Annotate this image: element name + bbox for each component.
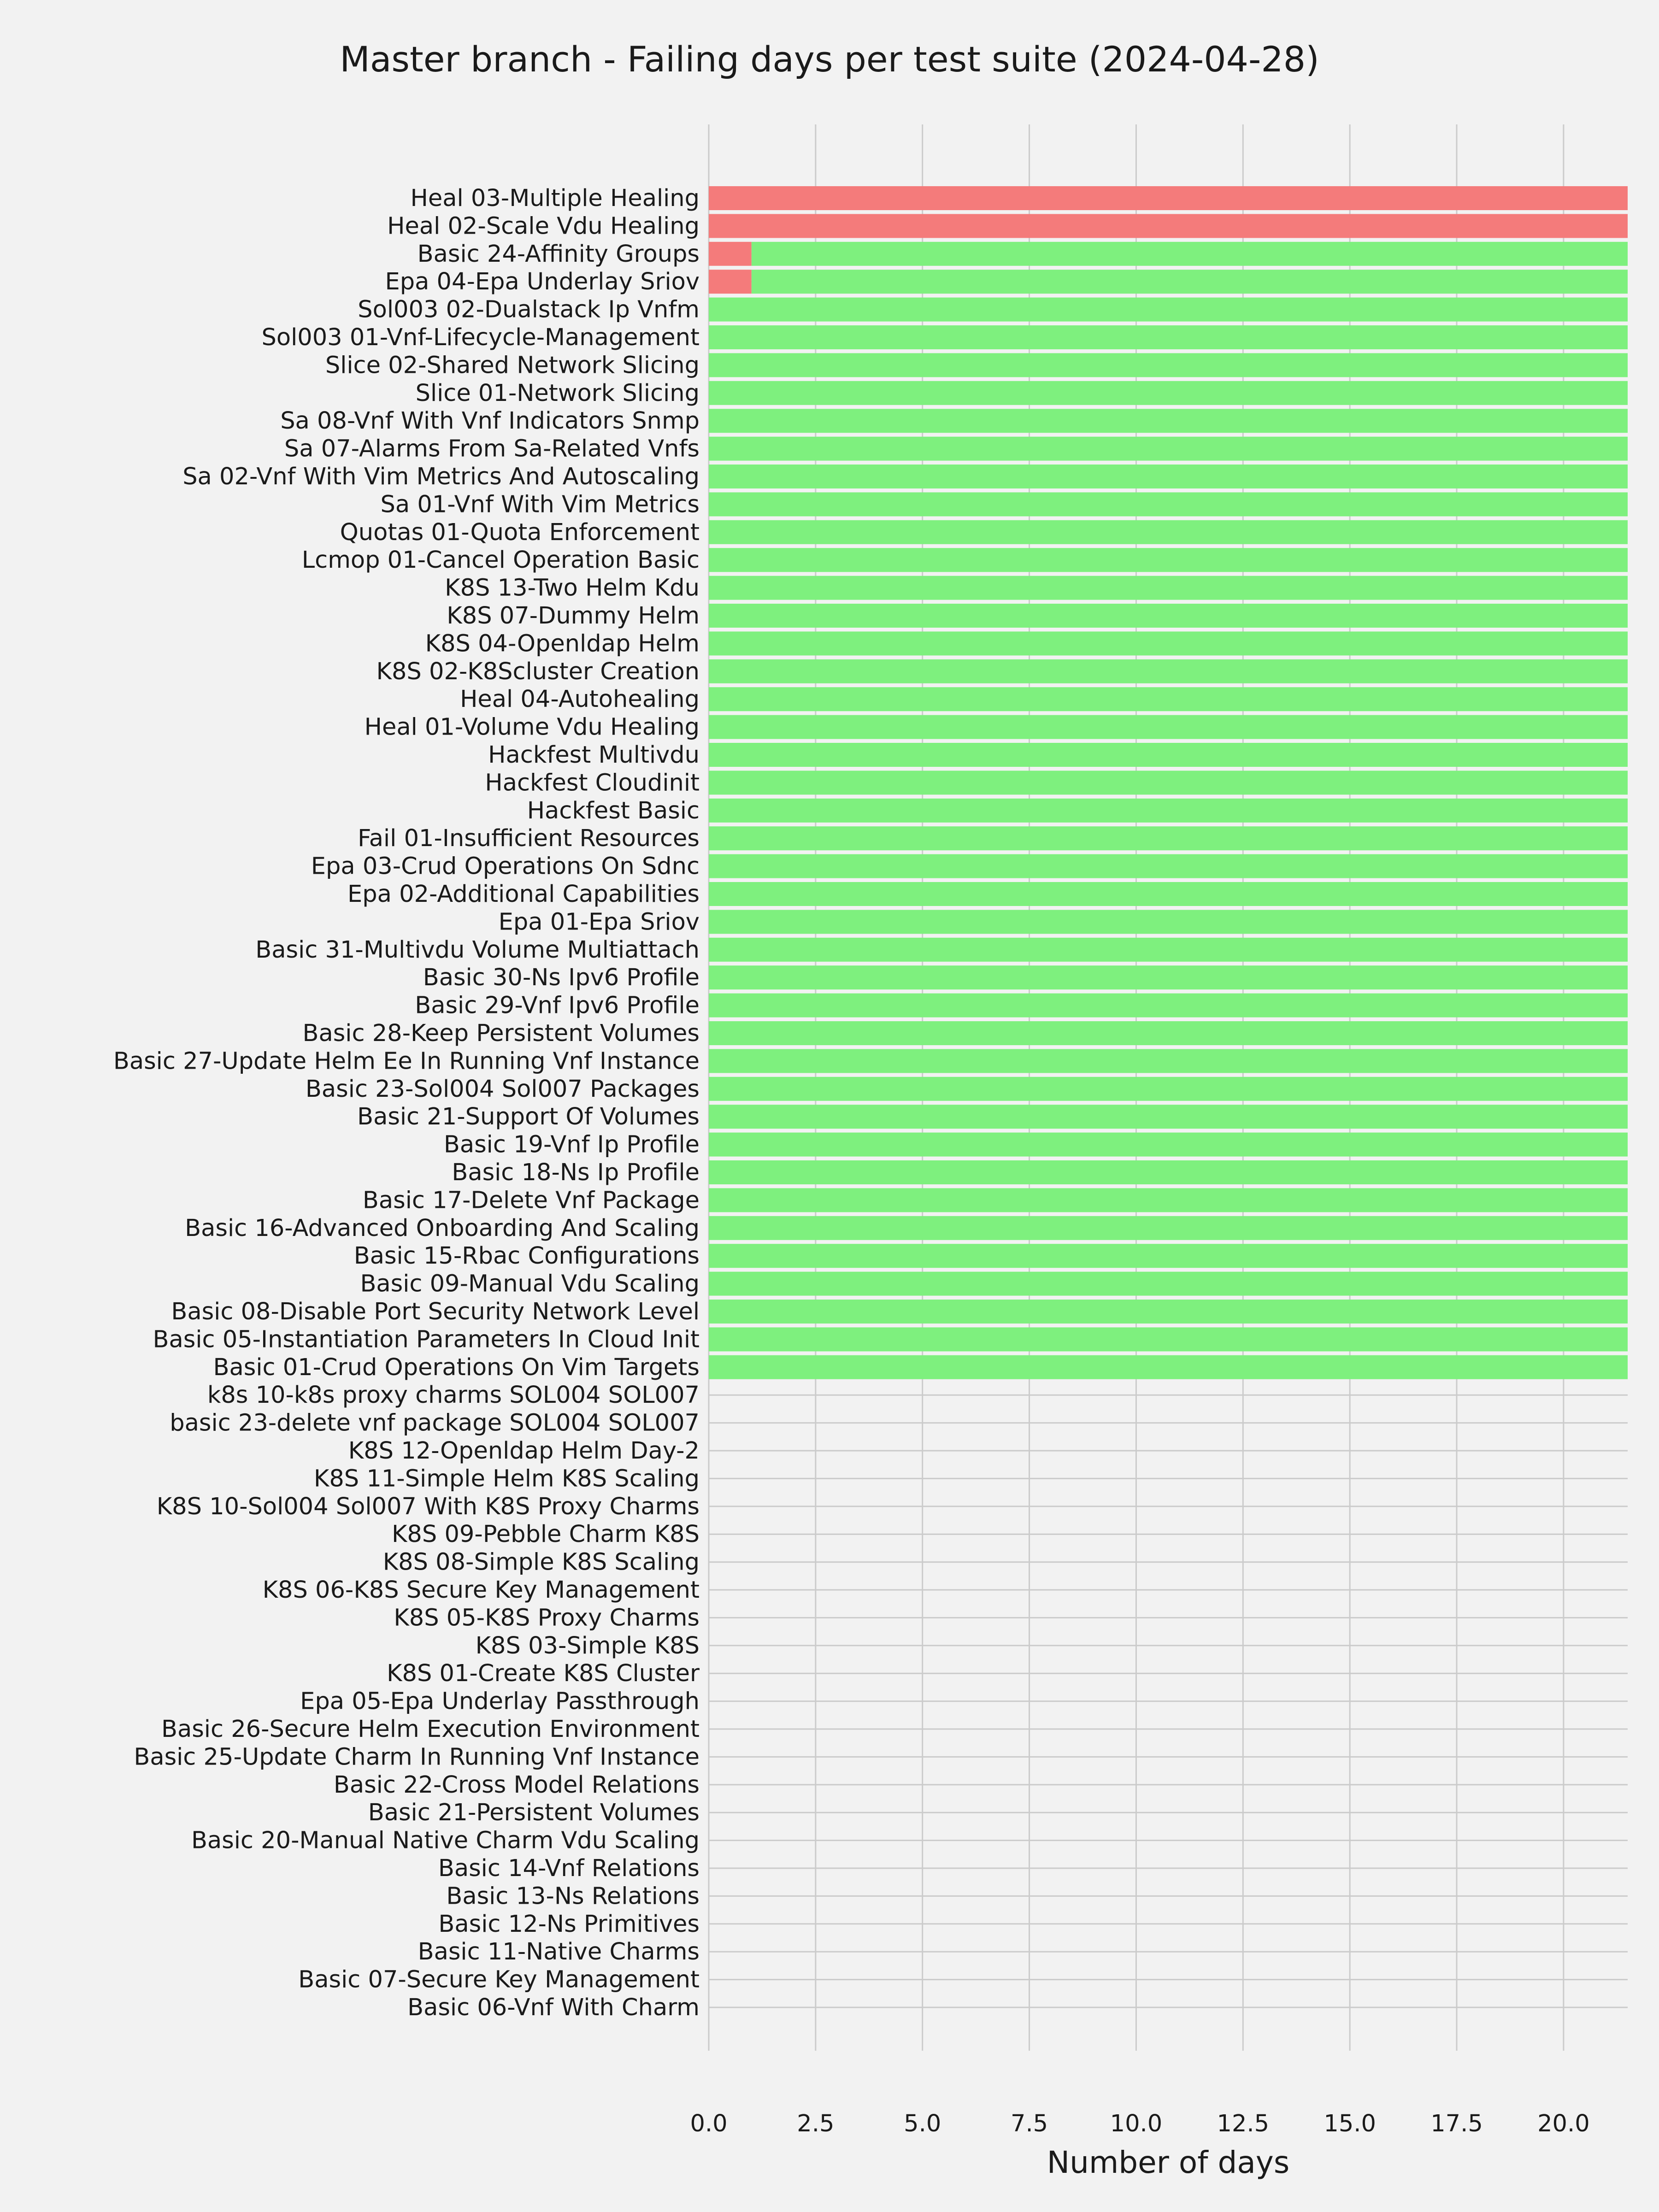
category-label: Sa 07-Alarms From Sa-Related Vnfs	[284, 435, 700, 463]
bar-segment	[709, 437, 1628, 461]
category-label: Epa 03-Crud Operations On Sdnc	[311, 853, 700, 880]
category-label: Basic 18-Ns Ip Profile	[452, 1159, 700, 1186]
category-label: Heal 03-Multiple Healing	[410, 185, 700, 212]
category-label: Basic 05-Instantiation Parameters In Cloud Init	[153, 1326, 700, 1353]
bar-segment	[709, 353, 1628, 377]
category-label: Basic 19-Vnf Ip Profile	[443, 1131, 700, 1159]
bar-segment	[709, 1160, 1628, 1184]
category-label: Basic 20-Manual Native Charm Vdu Scaling	[191, 1827, 700, 1854]
bar-segment	[709, 381, 1628, 405]
bars	[709, 186, 1628, 1379]
bar-segment	[752, 270, 1628, 294]
category-label: Epa 02-Additional Capabilities	[347, 881, 700, 908]
category-label: Hackfest Basic	[527, 797, 700, 824]
bar-segment	[709, 799, 1628, 823]
x-tick-label: 17.5	[1430, 2110, 1483, 2137]
category-label: K8S 03-Simple K8S	[475, 1632, 700, 1659]
category-label: Epa 05-Epa Underlay Passthrough	[300, 1688, 700, 1715]
x-tick-label: 0.0	[690, 2110, 728, 2137]
category-label: Heal 02-Scale Vdu Healing	[387, 212, 700, 240]
category-label: K8S 01-Create K8S Cluster	[387, 1660, 700, 1688]
bar-segment	[709, 1244, 1628, 1268]
bar-segment	[709, 882, 1628, 906]
category-label: Basic 29-Vnf Ipv6 Profile	[415, 992, 700, 1019]
category-label: Basic 06-Vnf With Charm	[407, 1994, 700, 2021]
category-label: Heal 04-Autohealing	[460, 686, 700, 713]
bar-segment	[709, 826, 1628, 850]
x-tick-label: 12.5	[1217, 2110, 1270, 2137]
bar-segment	[709, 1077, 1628, 1101]
bar-segment	[709, 631, 1628, 655]
bar-segment	[709, 910, 1628, 934]
bar-segment	[709, 994, 1628, 1018]
category-labels	[113, 185, 700, 2021]
bar-segment	[709, 1272, 1628, 1296]
bar-segment	[709, 576, 1628, 600]
bar-segment	[709, 1300, 1628, 1324]
category-label: Hackfest Cloudinit	[485, 769, 700, 797]
category-label: Lcmop 01-Cancel Operation Basic	[301, 547, 700, 574]
category-label: K8S 06-K8S Secure Key Management	[262, 1577, 700, 1604]
category-label: Basic 21-Persistent Volumes	[368, 1799, 700, 1827]
category-label: Basic 09-Manual Vdu Scaling	[360, 1270, 700, 1298]
bar-segment	[709, 687, 1628, 711]
category-label: basic 23-delete vnf package SOL004 SOL007	[170, 1409, 700, 1437]
bar-segment	[709, 604, 1628, 628]
category-label: Basic 22-Cross Model Relations	[333, 1771, 700, 1799]
bar-segment	[709, 1355, 1628, 1379]
bar-segment	[709, 520, 1628, 544]
category-label: K8S 02-K8Scluster Creation	[376, 658, 700, 685]
bar-segment	[709, 214, 1628, 238]
bar-segment	[709, 771, 1628, 794]
bar-segment	[709, 325, 1628, 349]
category-label: Basic 08-Disable Port Security Network Level	[171, 1298, 700, 1325]
x-tick-label: 10.0	[1110, 2110, 1163, 2137]
x-tick-label: 2.5	[797, 2110, 835, 2137]
category-label: K8S 11-Simple Helm K8S Scaling	[313, 1465, 700, 1493]
category-label: Sa 08-Vnf With Vnf Indicators Snmp	[280, 407, 700, 435]
chart-title: Master branch - Failing days per test suite (2024-04-28)	[340, 39, 1319, 80]
bar-segment	[709, 1216, 1628, 1240]
bar-segment	[709, 659, 1628, 683]
category-label: K8S 13-Two Helm Kdu	[445, 574, 700, 602]
bar-segment	[709, 409, 1628, 433]
bar-segment	[709, 1021, 1628, 1045]
x-tick-label: 20.0	[1537, 2110, 1590, 2137]
bar-segment	[709, 1049, 1628, 1073]
category-label: Heal 01-Volume Vdu Healing	[364, 713, 700, 741]
category-label: Quotas 01-Quota Enforcement	[340, 518, 700, 546]
bar-segment	[709, 1133, 1628, 1157]
x-tick-label: 15.0	[1324, 2110, 1376, 2137]
category-label: Basic 23-Sol004 Sol007 Packages	[305, 1075, 700, 1103]
category-label: Basic 28-Keep Persistent Volumes	[302, 1020, 700, 1047]
bar-segment	[709, 1105, 1628, 1129]
category-label: Sol003 02-Dualstack Ip Vnfm	[358, 296, 700, 324]
category-label: Basic 15-Rbac Configurations	[353, 1242, 700, 1270]
category-label: k8s 10-k8s proxy charms SOL004 SOL007	[207, 1382, 700, 1409]
bar-segment	[709, 186, 1628, 210]
bar-segment	[709, 1327, 1628, 1351]
category-label: Basic 17-Delete Vnf Package	[362, 1187, 700, 1214]
bar-segment	[709, 965, 1628, 989]
category-label: Basic 30-Ns Ipv6 Profile	[423, 964, 700, 992]
category-label: Basic 14-Vnf Relations	[438, 1855, 700, 1882]
category-label: Basic 25-Update Charm In Running Vnf Instance	[134, 1743, 700, 1771]
category-label: Basic 26-Secure Helm Execution Environment	[161, 1716, 700, 1743]
category-label: Sol003 01-Vnf-Lifecycle-Management	[261, 324, 700, 351]
bar-segment	[752, 242, 1628, 266]
category-label: K8S 09-Pebble Charm K8S	[391, 1521, 700, 1548]
bar-segment	[709, 492, 1628, 516]
category-label: K8S 04-Openldap Helm	[425, 630, 700, 658]
bar-segment	[709, 743, 1628, 767]
x-tick-label: 5.0	[904, 2110, 941, 2137]
category-label: Basic 07-Secure Key Management	[298, 1966, 700, 1994]
category-label: K8S 05-K8S Proxy Charms	[394, 1604, 700, 1632]
category-label: Basic 12-Ns Primitives	[438, 1910, 700, 1938]
bar-segment	[709, 298, 1628, 322]
bar-segment	[709, 548, 1628, 572]
x-tick-label: 7.5	[1011, 2110, 1048, 2137]
category-label: K8S 12-Openldap Helm Day-2	[348, 1437, 700, 1465]
category-label: Hackfest Multivdu	[488, 741, 700, 769]
category-label: Basic 01-Crud Operations On Vim Targets	[213, 1353, 700, 1381]
category-label: Epa 04-Epa Underlay Sriov	[385, 268, 700, 296]
x-tick-labels	[690, 2110, 1589, 2137]
bar-segment	[709, 1188, 1628, 1212]
category-label: K8S 08-Simple K8S Scaling	[382, 1548, 700, 1576]
category-label: Slice 02-Shared Network Slicing	[325, 352, 700, 379]
category-label: Sa 01-Vnf With Vim Metrics	[380, 491, 700, 518]
category-label: Basic 16-Advanced Onboarding And Scaling	[185, 1214, 700, 1242]
bar-segment	[709, 270, 752, 294]
category-label: Basic 21-Support Of Volumes	[357, 1103, 700, 1131]
bar-segment	[709, 938, 1628, 962]
category-label: Basic 24-Affinity Groups	[417, 240, 700, 268]
category-label: Fail 01-Insufficient Resources	[358, 825, 700, 853]
bar-segment	[709, 854, 1628, 878]
category-label: K8S 10-Sol004 Sol007 With K8S Proxy Charms	[156, 1493, 700, 1520]
bar-segment	[709, 715, 1628, 739]
category-label: Epa 01-Epa Sriov	[498, 908, 700, 936]
bar-segment	[709, 465, 1628, 488]
category-label: K8S 07-Dummy Helm	[447, 602, 700, 629]
x-axis-label: Number of days	[1047, 2145, 1290, 2180]
category-label: Basic 27-Update Helm Ee In Running Vnf Instance	[113, 1047, 700, 1075]
category-label: Slice 01-Network Slicing	[415, 379, 700, 407]
bar-segment	[709, 242, 752, 266]
category-label: Basic 31-Multivdu Volume Multiattach	[255, 936, 700, 964]
category-label: Basic 13-Ns Relations	[446, 1883, 700, 1910]
category-label: Sa 02-Vnf With Vim Metrics And Autoscaling	[182, 463, 700, 490]
category-label: Basic 11-Native Charms	[418, 1938, 700, 1966]
